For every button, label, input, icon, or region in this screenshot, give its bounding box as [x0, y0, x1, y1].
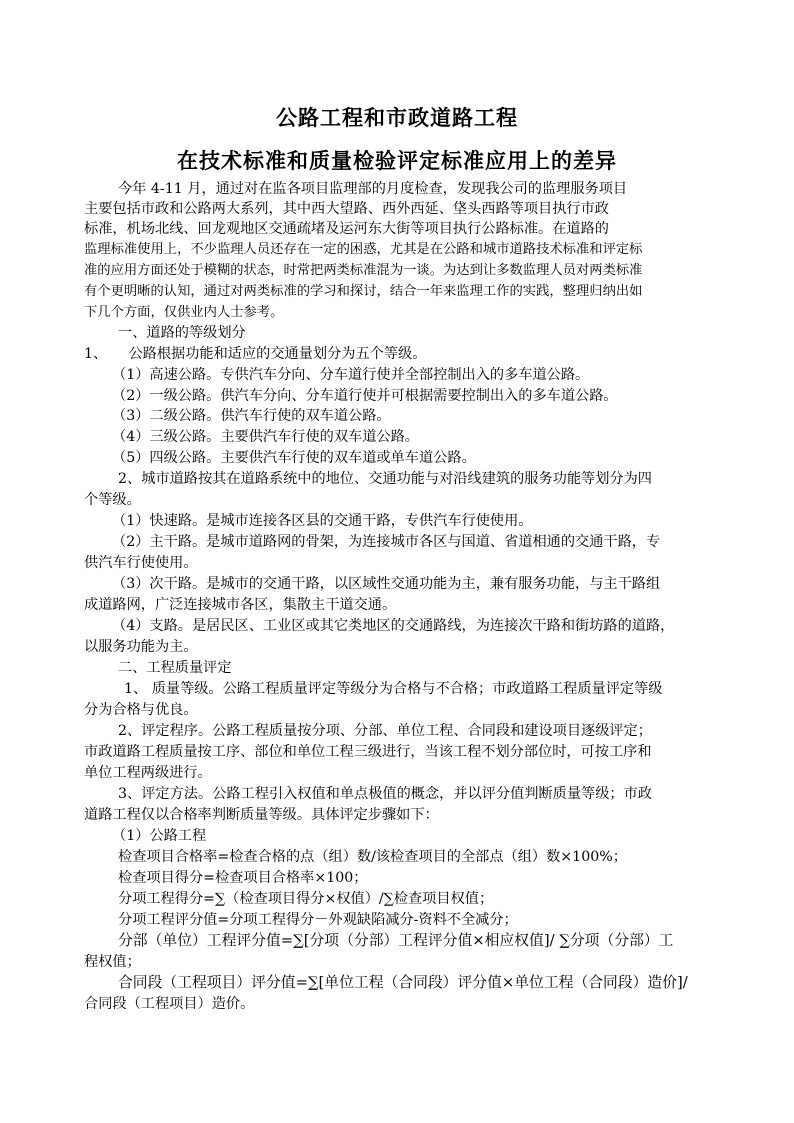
- body-line: 单位工程两级进行。: [84, 765, 212, 781]
- body-line: （2）主干路。是城市道路网的骨架，为连接城市各区与国道、省道相通的交通干路，专: [112, 534, 661, 550]
- document-title-line1: 公路工程和市政道路工程: [276, 105, 518, 130]
- body-line: 市政道路工程质量按工序、部位和单位工程三级进行，当该工程不划分部位时，可按工序和: [84, 744, 652, 760]
- body-line: 合同段（工程项目）造价。: [84, 996, 255, 1012]
- body-line: 1、 公路根据功能和适应的交通量划分为五个等级。: [84, 346, 427, 362]
- body-line: 下几个方面，仅供业内人士参考。: [84, 305, 284, 320]
- body-line: 今年 4-11 月，通过对在监各项目监理部的月度检查，发现我公司的监理服务项目: [118, 181, 628, 197]
- body-line: （3）次干路。是城市的交通干路，以区域性交通功能为主，兼有服务功能，与主干路组: [112, 576, 661, 592]
- body-line: 分项工程得分=∑（检查项目得分×权值）/∑检查项目权值；: [118, 891, 494, 907]
- body-line: 分部（单位）工程评分值=∑[分项（分部）工程评分值×相应权值]/ ∑分项（分部）工: [118, 932, 674, 949]
- body-line: 标准，机场北线、回龙观地区交通疏堵及运河东大街等项目执行公路标准。在道路的: [84, 221, 609, 237]
- body-line: 准的应用方面还处于模糊的状态，时常把两类标准混为一谈。为达到让多数监理人员对两类标准: [84, 263, 643, 278]
- body-line: 2、城市道路按其在道路系统中的地位、交通功能与对沿线建筑的服务功能等划分为四: [118, 471, 652, 487]
- body-line: 检查项目得分=检查项目合格率×100；: [118, 870, 368, 886]
- body-line: 1、 质量等级。公路工程质量评定等级分为合格与不合格；市政道路工程质量评定等级: [124, 681, 663, 697]
- body-line: 有个更明晰的认知，通过对两类标准的学习和探讨，结合一年来监理工作的实践，整理归纳出如: [84, 284, 643, 299]
- body-line: 主要包括市政和公路两大系列，其中西大望路、西外西延、垡头西路等项目执行市政: [84, 201, 609, 217]
- body-line: （3）二级公路。供汽车行使的双车道公路。: [112, 408, 391, 424]
- document-title-line2: 在技术标准和质量检验评定标准应用上的差异: [177, 148, 617, 173]
- body-line: （1）快速路。是城市连接各区县的交通干路，专供汽车行使使用。: [112, 513, 533, 529]
- body-line: 个等级。: [84, 492, 141, 508]
- body-line: （5）四级公路。主要供汽车行使的双车道或单车道公路。: [112, 450, 476, 466]
- body-line: 道路工程仅以合格率判断质量等级。具体评定步骤如下：: [84, 807, 439, 823]
- body-line: 合同段（工程项目）评分值=∑[单位工程（合同段）评分值×单位工程（合同段）造价]/: [118, 974, 688, 991]
- body-line: 分项工程评分值=分项工程得分－外观缺陷减分-资料不全减分；: [118, 912, 518, 928]
- body-line: 2、评定程序。公路工程质量按分项、分部、单位工程、合同段和建设项目逐级评定；: [118, 723, 652, 739]
- body-line: （1）高速公路。专供汽车分向、分车道行使并全部控制出入的多车道公路。: [112, 367, 590, 383]
- body-line: 3、评定方法。公路工程引入权值和单点极值的概念，并以评分值判断质量等级；市政: [118, 786, 652, 802]
- body-line: （4）支路。是居民区、工业区或其它类地区的交通路线，为连接次干路和街坊路的道路，: [112, 618, 675, 634]
- body-line: 检查项目合格率=检查合格的点（组）数/该检查项目的全部点（组）数×100%；: [118, 849, 627, 865]
- body-line: 供汽车行使使用。: [84, 555, 198, 571]
- body-line: （4）三级公路。主要供汽车行使的双车道公路。: [112, 429, 419, 445]
- body-line: 成道路网，广泛连接城市各区，集散主干道交通。: [84, 597, 397, 613]
- body-line: 二、工程质量评定: [118, 660, 232, 676]
- body-line: 以服务功能为主。: [84, 639, 198, 655]
- body-line: 程权值；: [84, 954, 141, 970]
- body-line: （2）一级公路。供汽车分向、分车道行使并可根据需要控制出入的多车道公路。: [112, 388, 618, 404]
- body-line: 分为合格与优良。: [84, 702, 198, 718]
- body-line: 一、道路的等级划分: [118, 325, 246, 341]
- body-line: 监理标准使用上，不少监理人员还存在一定的困惑，尤其是在公路和城市道路技术标准和评定标: [84, 242, 643, 257]
- body-line: （1）公路工程: [112, 828, 207, 844]
